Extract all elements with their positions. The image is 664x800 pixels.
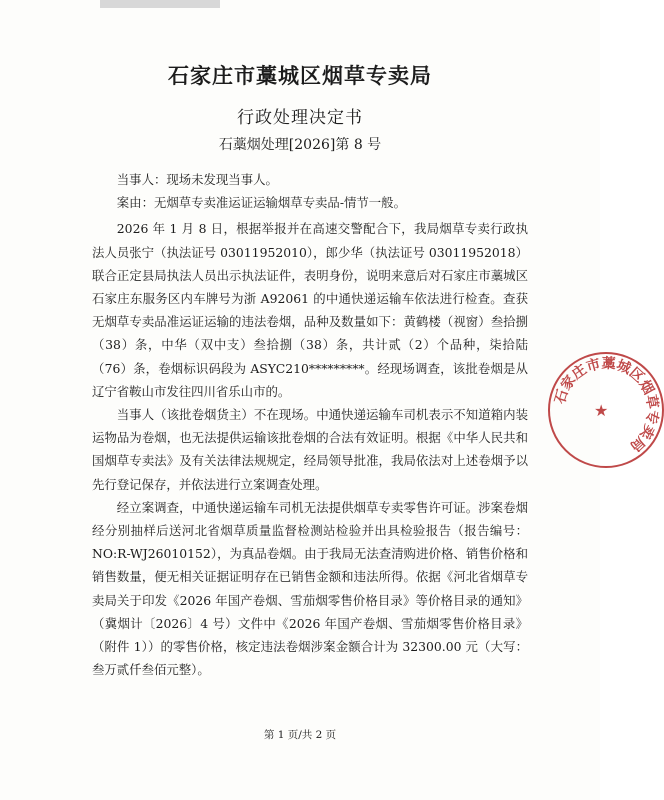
page-footer: 第 1 页/共 2 页: [263, 729, 337, 741]
official-seal-stamp: [548, 352, 664, 468]
paragraph-investigation: 经立案调查，中通快递运输车司机无法提供烟草专卖零售许可证。涉案卷烟经分别抽样后送河北省烟草质量监督检测站检验并出具检验报告（报告编号：NO:R-WJ26010152），为真品卷烟。由于我局无法查清购进价格、销售价格和销售数量，便无相关证据证明存在已销售金额和违法所得。依据《河北省烟草专卖局关于印发《2026 年国产卷烟、雪茄烟零售价格目录》等价格目录的通知》（冀烟计〔2026〕4 号）文件中《2026 年国产卷烟、雪茄烟零售价格目录》（附件 1））的零售价格，核定违法卷烟涉案金额合计为 32300.00 元（大写：叁万贰仟叁佰元整）。: [92, 499, 528, 678]
svg-text:石家庄市藁城区烟草专卖局: 石家庄市藁城区烟草专卖局: [552, 355, 661, 455]
paragraph-inspection: 2026 年 1 月 8 日，根据举报并在高速交警配合下，我局烟草专卖行政执法人员张宁（执法证号 03011952010），郎少华（执法证号 03011952018）联合正定县局执法人员出示执法证件，表明身份，说明来意后对石家庄市藁城区石家庄东服务区内车牌号为浙 A92061 的中通快递运输车依法进行检查。查获无烟草专卖品准运证运输的违法卷烟，品种及数量如下：黄鹤楼（视窗）叁拾捌（38）条，中华（双中支）叁拾捌（38）条，共计贰（2）个品种，柒拾陆（76）条，卷烟标识码段为 ASYC210*********。经现场调查，该批卷烟是从辽宁省鞍山市发往四川省乐山市的。: [92, 221, 528, 399]
scan-artifact: [100, 0, 220, 8]
issuer-name: 石家庄市藁城区烟草专卖局: [168, 64, 432, 88]
party-line: 当事人：现场未发现当事人。: [116, 172, 278, 187]
document-number: 石藁烟处理[2026]第 8 号: [218, 137, 382, 153]
document-body: [92, 168, 528, 681]
document-title: 行政处理决定书: [237, 108, 363, 128]
case-line: 案由：无烟草专卖准运证运输烟草专卖品-情节一般。: [116, 195, 406, 211]
svg-text:★: ★: [594, 401, 609, 420]
seal-icon: [550, 354, 662, 466]
paragraph-owner-absent: 当事人（该批卷烟货主）不在现场。中通快递运输车司机表示不知道箱内装运物品为卷烟，也无法提供运输该批卷烟的合法有效证明。根据《中华人民共和国烟草专卖法》及有关法律法规规定，经局领导批准，我局依法对上述卷烟予以先行登记保存，并依法进行立案调查处理。: [92, 407, 528, 492]
